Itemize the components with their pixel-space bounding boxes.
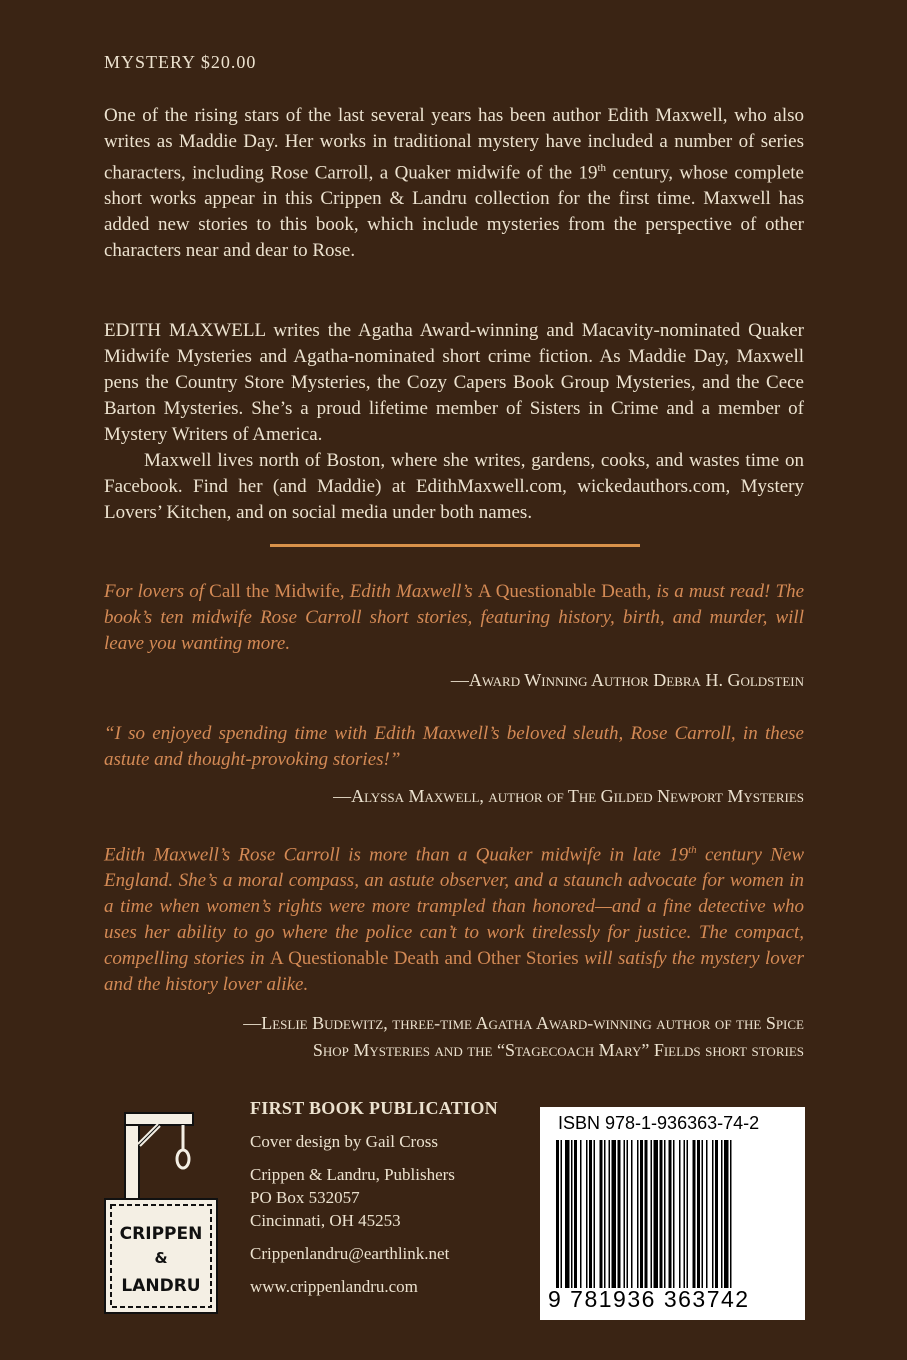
blurb-3-attribution — [104, 1010, 804, 1064]
blurb-1 — [104, 579, 804, 657]
bio-paragraph-1: EDITH MAXWELL writes the Agatha Award-winning and Macavity-nominated Quaker Midwife Mysteries and Agatha-nominated short crime fiction. As Maddie Day, Maxwell pens the Country Store Mysteries, the Cozy Capers Book Group Mysteries, and the Cece Barton Mysteries. She’s a proud lifetime member of Sisters in Crime and a member of Mystery Writers of America. — [104, 320, 804, 445]
publisher-name: Crippen & Landru, Publishers — [250, 1165, 455, 1184]
description-text-part1: One of the rising stars of the last several years has been author Edith Maxwell, who also writes as Maddie Day. Her works in traditional mystery have included a number of series characters, including Rose Carroll, a Quaker midwife of the 19 — [104, 105, 804, 184]
barcode-icon — [556, 1140, 790, 1288]
blurb-3-superscript: th — [688, 844, 697, 856]
book-description — [104, 103, 804, 264]
publisher-po-box: PO Box 532057 — [250, 1188, 360, 1207]
isbn-label: ISBN 978-1-936363-74-2 — [558, 1113, 760, 1133]
description-superscript: th — [597, 162, 607, 174]
logo-ampersand: & — [154, 1249, 168, 1267]
logo-text-line2: LANDRU — [121, 1276, 201, 1296]
cover-credit: Cover design by Gail Cross — [250, 1132, 438, 1151]
isbn-barcode — [540, 1107, 805, 1320]
publisher-logo — [103, 1107, 223, 1317]
description-text-part2: century, whose complete short works appear in this Crippen & Landru collection for the first time. Maxwell has added new stories to this book, which include mysteries from the perspective of other characters near and dear to Rose. — [104, 162, 804, 262]
category-price: MYSTERY $20.00 — [104, 52, 257, 72]
blurb-2: “I so enjoyed spending time with Edith Maxwell’s beloved sleuth, Rose Carroll, in these astute and thought-provoking stories!” — [104, 723, 804, 770]
barcode-number: 9 781936 363742 — [548, 1286, 750, 1312]
blurb-3-text-b: century New England. She’s a moral compass, an astute observer, and a staunch advocate for women in a time when women’s rights were more trampled than honored—and a fine detective who uses her ability to go where the police can’t to work tirelessly for justice. The compact, compelling stories in — [104, 844, 804, 970]
blurb-3-attribution-line-1: —Leslie Budewitz, three-time Agatha Award-winning author of the Spice — [243, 1013, 804, 1033]
blurb-3-title: A Questionable Death and Other Stories — [270, 948, 579, 970]
blurb-1-title-a: Call the Midwife — [209, 581, 340, 602]
blurb-1-text-c: , is a must read! The book’s ten midwife Rose Carroll short stories, featuring history, birth, and murder, will leave you wanting more. — [104, 581, 805, 654]
publisher-info — [250, 1097, 530, 1298]
blurb-3-attribution-line-2: Shop Mysteries and the “Stagecoach Mary” Fields short stories — [312, 1040, 804, 1060]
publisher-email: Crippenlandru@earthlink.net — [250, 1244, 450, 1263]
first-publication-heading: FIRST BOOK PUBLICATION — [250, 1098, 498, 1118]
logo-text-line1: CRIPPEN — [119, 1224, 203, 1244]
bio-paragraph-2: Maxwell lives north of Boston, where she writes, gardens, cooks, and wastes time on Facebook. Find her (and Maddie) at EdithMaxwell.com, wickedauthors.com, Mystery Lovers’ Kitchen, and on social media under both names. — [104, 450, 804, 523]
author-bio — [104, 318, 804, 526]
publisher-website: www.crippenlandru.com — [250, 1277, 418, 1296]
gallows-logo-icon — [103, 1107, 223, 1317]
blurb-1-text-b: , Edith Maxwell’s — [339, 581, 478, 602]
blurb-3-text-c: will satisfy the mystery lover and the history lover alike. — [104, 948, 804, 996]
blurb-2-attribution: —Alyssa Maxwell, author of The Gilded Newport Mysteries — [333, 786, 804, 806]
blurb-1-text-a: For lovers of — [104, 581, 210, 602]
blurb-1-title-b: A Questionable Death — [477, 581, 647, 602]
blurb-3 — [104, 837, 804, 998]
section-divider — [270, 544, 640, 547]
blurb-3-text-a: Edith Maxwell’s Rose Carroll is more than a Quaker midwife in late 19 — [104, 844, 689, 866]
blurb-1-attribution: —Award Winning Author Debra H. Goldstein — [450, 670, 804, 690]
publisher-city: Cincinnati, OH 45253 — [250, 1211, 401, 1230]
